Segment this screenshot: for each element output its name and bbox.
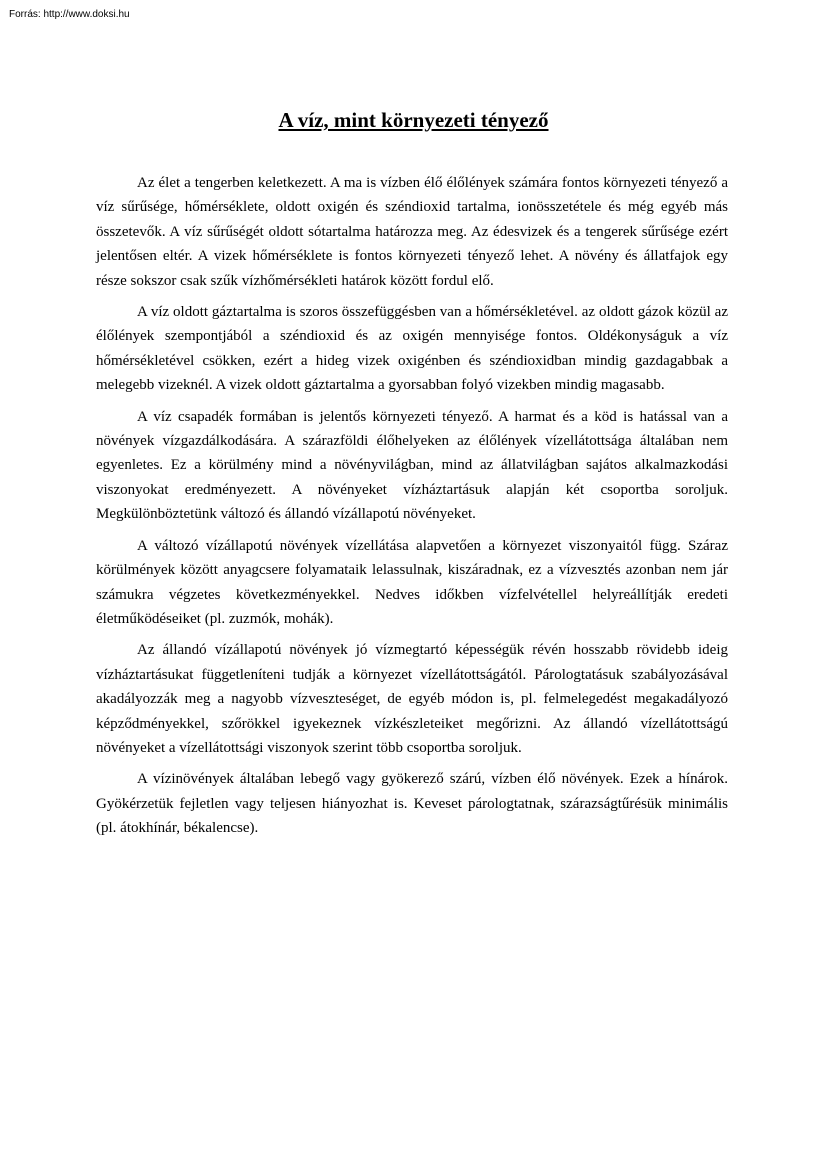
source-label: Forrás: http://www.doksi.hu [9,9,130,20]
document-body [96,171,728,848]
paragraph: Az állandó vízállapotú növények jó vízmegtartó képességük révén hosszabb rövidebb ideig vízháztartásukat függetleníteni tudják a környezet vízellátottságától. Párologtatásuk szabályozásával akadályozzák meg a nagyobb vízveszteséget, de egyéb módon is, pl. felmelegedést megakadályozó képződményekkel, szőrökkel igyekeznek vízkészleteiket megőrizni. Az állandó vízellátottságú növényeket a vízellátottsági viszonyok szerint több csoportba soroljuk. [96,642,728,756]
paragraph: A változó vízállapotú növények vízellátása alapvetően a környezet viszonyaitól függ. Száraz körülmények között anyagcsere folyamataik lelassulnak, kiszáradnak, ez a vízvesztés azonban nem jár számukra végzetes következményekkel. Nedves időkben vízfelvétellel helyreállítják eredeti életműködéseiket (pl. zuzmók, mohák). [96,537,728,627]
paragraph: Az élet a tengerben keletkezett. A ma is vízben élő élőlények számára fontos környezeti tényező a víz sűrűsége, hőmérséklete, oldott oxigén és széndioxid tartalma, ionösszetétele és még egyéb más összetevők. A víz sűrűségét oldott sótartalma határozza meg. Az édesvizek és a tengerek sűrűsége ezért jelentősen eltér. A vizek hőmérséklete is fontos környezeti tényező lehet. A növény és állatfajok egy része sokszor csak szűk vízhőmérsékleti határok között fordul elő. [96,175,728,289]
page-title: A víz, mint környezeti tényező [278,108,549,132]
paragraph: A víz oldott gáztartalma is szoros összefüggésben van a hőmérsékletével. az oldott gázok közül az élőlények szempontjából a széndioxid és az oxigén mennyisége fontos. Oldékonyságuk a víz hőmérsékletével csökken, ezért a hideg vizek oxigénben és széndioxidban mindig gazdagabbak a melegebb vizeknél. A vizek oldott gáztartalma a gyorsabban folyó vizekben mindig magasabb. [96,304,728,394]
paragraph: A vízinövények általában lebegő vagy gyökerező szárú, vízben élő növények. Ezek a hínárok. Gyökérzetük fejletlen vagy teljesen hiányozhat is. Keveset párologtatnak, szárazságtűrésük minimális (pl. átokhínár, békalencse). [96,771,728,837]
paragraph: A víz csapadék formában is jelentős környezeti tényező. A harmat és a köd is hatással van a növények vízgazdálkodására. A szárazföldi élőhelyeken az élőlények vízellátottsága általában nem egyenletes. Ez a körülmény mind a növényvilágban, mind az állatvilágban sajátos alkalmazkodási viszonyokat eredményezett. A növényeket vízháztartásuk alapján két csoportba soroljuk. Megkülönböztetünk változó és állandó vízállapotú növényeket. [96,408,728,523]
